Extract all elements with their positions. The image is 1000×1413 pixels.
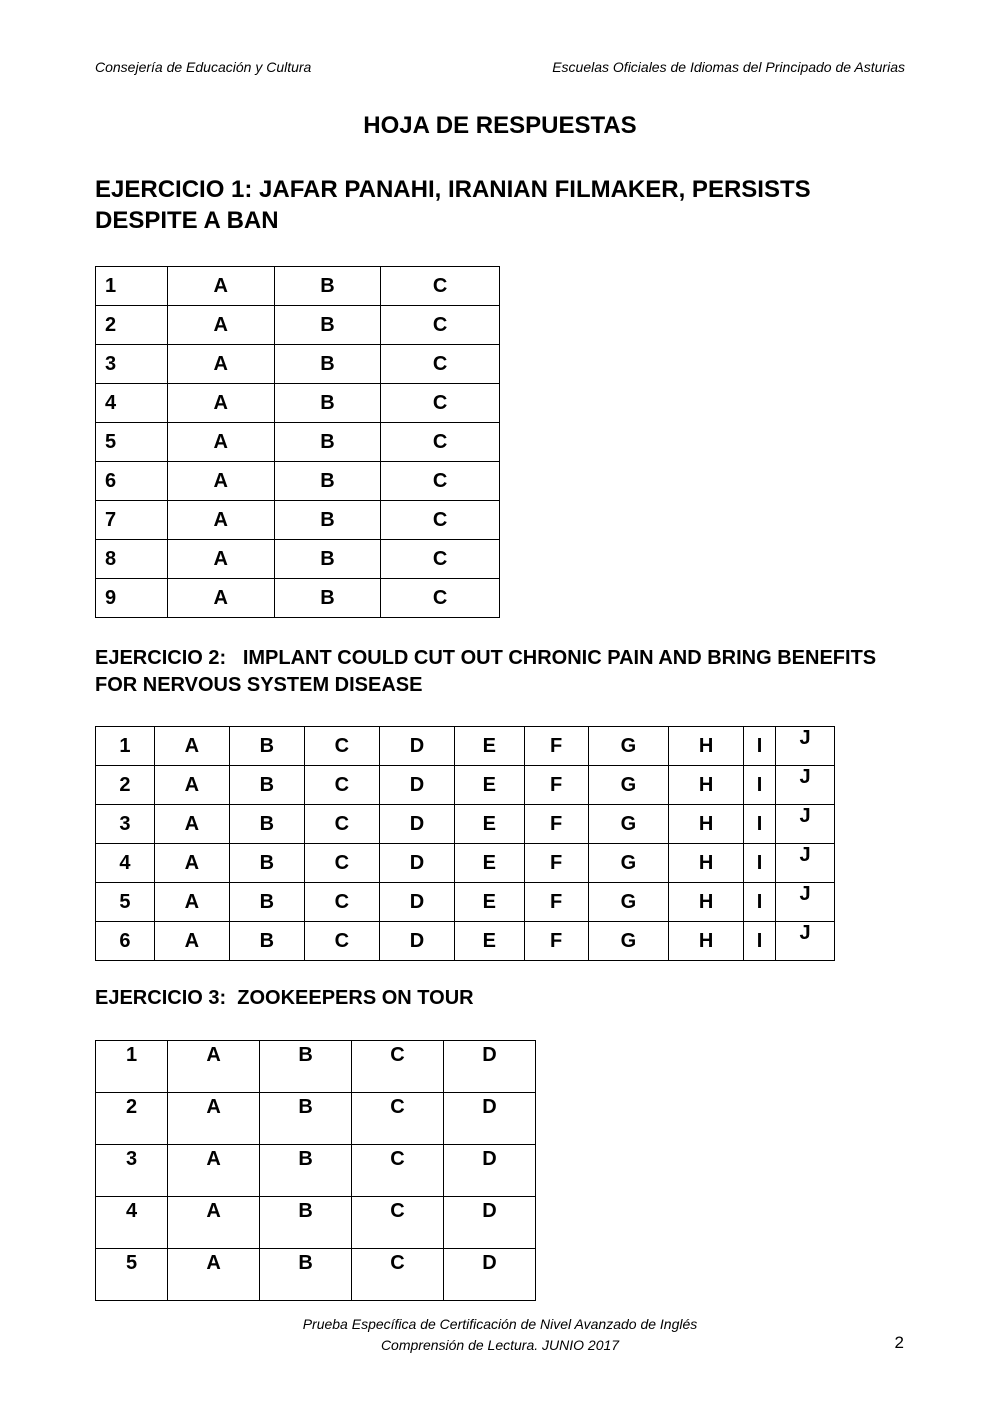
question-number: 7 <box>96 501 168 540</box>
answer-option-i[interactable]: I <box>744 844 776 883</box>
answer-option-a[interactable]: A <box>167 540 274 579</box>
exercise3-row-5 <box>96 1249 536 1301</box>
answer-option-c[interactable]: C <box>381 384 500 423</box>
answer-option-a[interactable]: A <box>154 805 229 844</box>
answer-option-i[interactable]: I <box>744 922 776 961</box>
answer-option-i[interactable]: I <box>744 805 776 844</box>
answer-option-c[interactable]: C <box>381 267 500 306</box>
answer-option-j[interactable]: J <box>776 727 835 766</box>
answer-option-f[interactable]: F <box>524 805 588 844</box>
answer-option-j[interactable]: J <box>776 922 835 961</box>
answer-option-b[interactable]: B <box>274 540 381 579</box>
answer-option-b[interactable]: B <box>274 579 381 618</box>
answer-option-b[interactable]: B <box>260 1145 352 1197</box>
answer-option-g[interactable]: G <box>588 766 668 805</box>
exercise1-row-3 <box>96 345 500 384</box>
answer-option-a[interactable]: A <box>167 306 274 345</box>
answer-option-i[interactable]: I <box>744 883 776 922</box>
exercise3-row-2 <box>96 1093 536 1145</box>
question-number: 4 <box>96 384 168 423</box>
answer-option-d[interactable]: D <box>379 805 454 844</box>
answer-option-a[interactable]: A <box>168 1249 260 1301</box>
answer-option-c[interactable]: C <box>352 1145 444 1197</box>
answer-option-b[interactable]: B <box>260 1249 352 1301</box>
page-number: 2 <box>894 1333 904 1352</box>
answer-option-g[interactable]: G <box>588 727 668 766</box>
answer-option-a[interactable]: A <box>167 462 274 501</box>
question-number: 4 <box>96 844 155 883</box>
answer-option-c[interactable]: C <box>352 1041 444 1093</box>
question-number: 4 <box>96 1197 168 1249</box>
exercise1-row-4 <box>96 384 500 423</box>
answer-option-b[interactable]: B <box>229 805 304 844</box>
answer-option-g[interactable]: G <box>588 844 668 883</box>
answer-option-c[interactable]: C <box>352 1093 444 1145</box>
answer-option-a[interactable]: A <box>167 267 274 306</box>
answer-option-f[interactable]: F <box>524 766 588 805</box>
answer-option-b[interactable]: B <box>229 883 304 922</box>
answer-option-c[interactable]: C <box>352 1249 444 1301</box>
answer-option-e[interactable]: E <box>454 883 524 922</box>
answer-option-a[interactable]: A <box>154 727 229 766</box>
answer-option-a[interactable]: A <box>168 1041 260 1093</box>
exercise2-row-3 <box>96 805 835 844</box>
page-title: HOJA DE RESPUESTAS <box>363 112 637 139</box>
exercise2-row-1 <box>96 727 835 766</box>
exercise1-row-1 <box>96 267 500 306</box>
answer-option-d[interactable]: D <box>379 727 454 766</box>
answer-option-b[interactable]: B <box>274 384 381 423</box>
question-number: 1 <box>96 1041 168 1093</box>
answer-option-d[interactable]: D <box>444 1249 536 1301</box>
answer-option-a[interactable]: A <box>167 579 274 618</box>
question-number: 5 <box>96 423 168 462</box>
exercise1-row-5 <box>96 423 500 462</box>
answer-option-d[interactable]: D <box>444 1197 536 1249</box>
answer-option-b[interactable]: B <box>274 306 381 345</box>
question-number: 3 <box>96 805 155 844</box>
exercise2-row-5 <box>96 883 835 922</box>
answer-option-c[interactable]: C <box>381 462 500 501</box>
answer-option-b[interactable]: B <box>229 922 304 961</box>
question-number: 1 <box>96 727 155 766</box>
answer-option-c[interactable]: C <box>304 844 379 883</box>
header-right: Escuelas Oficiales de Idiomas del Principado de Asturias <box>552 59 905 75</box>
answer-option-a[interactable]: A <box>167 423 274 462</box>
footer-line-1: Prueba Específica de Certificación de Nivel Avanzado de Inglés <box>302 1316 698 1332</box>
answer-option-b[interactable]: B <box>274 501 381 540</box>
answer-option-f[interactable]: F <box>524 922 588 961</box>
answer-option-i[interactable]: I <box>744 727 776 766</box>
answer-option-a[interactable]: A <box>154 883 229 922</box>
question-number: 8 <box>96 540 168 579</box>
answer-option-f[interactable]: F <box>524 844 588 883</box>
answer-option-c[interactable]: C <box>304 805 379 844</box>
answer-option-c[interactable]: C <box>304 883 379 922</box>
exercise1-row-8 <box>96 540 500 579</box>
exercise1-row-7 <box>96 501 500 540</box>
question-number: 1 <box>96 267 168 306</box>
answer-option-j[interactable]: J <box>776 883 835 922</box>
question-number: 5 <box>96 883 155 922</box>
footer-line-2: Comprensión de Lectura. JUNIO 2017 <box>380 1337 620 1353</box>
answer-option-b[interactable]: B <box>274 462 381 501</box>
answer-option-g[interactable]: G <box>588 883 668 922</box>
question-number: 9 <box>96 579 168 618</box>
answer-option-c[interactable]: C <box>304 766 379 805</box>
answer-option-c[interactable]: C <box>381 306 500 345</box>
answer-option-j[interactable]: J <box>776 805 835 844</box>
answer-option-d[interactable]: D <box>379 922 454 961</box>
exercise1-row-6 <box>96 462 500 501</box>
question-number: 3 <box>96 345 168 384</box>
exercise2-answer-table <box>95 726 835 961</box>
answer-option-h[interactable]: H <box>669 883 744 922</box>
answer-option-c[interactable]: C <box>381 345 500 384</box>
answer-option-e[interactable]: E <box>454 727 524 766</box>
answer-option-d[interactable]: D <box>444 1145 536 1197</box>
answer-option-b[interactable]: B <box>274 345 381 384</box>
question-number: 6 <box>96 922 155 961</box>
exercise1-answer-table <box>95 266 500 618</box>
question-number: 3 <box>96 1145 168 1197</box>
answer-option-d[interactable]: D <box>379 766 454 805</box>
answer-option-f[interactable]: F <box>524 727 588 766</box>
answer-option-j[interactable]: J <box>776 766 835 805</box>
exercise1-row-2 <box>96 306 500 345</box>
answer-option-a[interactable]: A <box>168 1093 260 1145</box>
answer-option-a[interactable]: A <box>167 384 274 423</box>
answer-option-b[interactable]: B <box>274 267 381 306</box>
answer-option-a[interactable]: A <box>168 1197 260 1249</box>
exercise2-row-2 <box>96 766 835 805</box>
answer-option-g[interactable]: G <box>588 805 668 844</box>
answer-option-c[interactable]: C <box>381 540 500 579</box>
question-number: 2 <box>96 306 168 345</box>
answer-option-c[interactable]: C <box>304 922 379 961</box>
answer-option-g[interactable]: G <box>588 922 668 961</box>
exercise3-title: EJERCICIO 3: ZOOKEEPERS ON TOUR <box>95 987 474 1009</box>
answer-option-j[interactable]: J <box>776 844 835 883</box>
answer-option-h[interactable]: H <box>669 766 744 805</box>
exercise1-title: EJERCICIO 1: JAFAR PANAHI, IRANIAN FILMAKER, PERSISTS DESPITE A BAN <box>95 176 811 234</box>
answer-option-i[interactable]: I <box>744 766 776 805</box>
exercise3-answer-table <box>95 1040 536 1301</box>
exercise2-row-4 <box>96 844 835 883</box>
answer-option-d[interactable]: D <box>379 844 454 883</box>
answer-option-b[interactable]: B <box>260 1093 352 1145</box>
answer-option-a[interactable]: A <box>154 766 229 805</box>
answer-option-d[interactable]: D <box>444 1093 536 1145</box>
question-number: 2 <box>96 766 155 805</box>
question-number: 6 <box>96 462 168 501</box>
answer-option-d[interactable]: D <box>444 1041 536 1093</box>
exercise2-title: EJERCICIO 2: IMPLANT COULD CUT OUT CHRONIC PAIN AND BRING BENEFITS FOR NERVOUS SYSTEM DISEASE <box>95 647 882 696</box>
answer-option-e[interactable]: E <box>454 922 524 961</box>
answer-option-a[interactable]: A <box>167 345 274 384</box>
footer <box>0 1314 1000 1356</box>
answer-option-b[interactable]: B <box>229 844 304 883</box>
answer-option-a[interactable]: A <box>168 1145 260 1197</box>
exercise3-row-4 <box>96 1197 536 1249</box>
question-number: 2 <box>96 1093 168 1145</box>
exercise1-row-9 <box>96 579 500 618</box>
answer-option-a[interactable]: A <box>154 922 229 961</box>
answer-option-a[interactable]: A <box>167 501 274 540</box>
exercise2-row-6 <box>96 922 835 961</box>
answer-option-b[interactable]: B <box>229 766 304 805</box>
answer-option-c[interactable]: C <box>381 423 500 462</box>
answer-option-e[interactable]: E <box>454 805 524 844</box>
answer-option-c[interactable]: C <box>352 1197 444 1249</box>
answer-option-b[interactable]: B <box>260 1041 352 1093</box>
answer-option-a[interactable]: A <box>154 844 229 883</box>
answer-option-d[interactable]: D <box>379 883 454 922</box>
answer-option-b[interactable]: B <box>229 727 304 766</box>
header-left: Consejería de Educación y Cultura <box>95 59 312 75</box>
answer-option-f[interactable]: F <box>524 883 588 922</box>
answer-option-b[interactable]: B <box>274 423 381 462</box>
answer-option-c[interactable]: C <box>381 501 500 540</box>
question-number: 5 <box>96 1249 168 1301</box>
answer-option-h[interactable]: H <box>669 805 744 844</box>
answer-option-b[interactable]: B <box>260 1197 352 1249</box>
answer-option-h[interactable]: H <box>669 727 744 766</box>
answer-option-h[interactable]: H <box>669 922 744 961</box>
answer-option-c[interactable]: C <box>304 727 379 766</box>
exercise3-row-3 <box>96 1145 536 1197</box>
answer-option-c[interactable]: C <box>381 579 500 618</box>
answer-option-e[interactable]: E <box>454 766 524 805</box>
exercise3-row-1 <box>96 1041 536 1093</box>
answer-option-e[interactable]: E <box>454 844 524 883</box>
answer-option-h[interactable]: H <box>669 844 744 883</box>
